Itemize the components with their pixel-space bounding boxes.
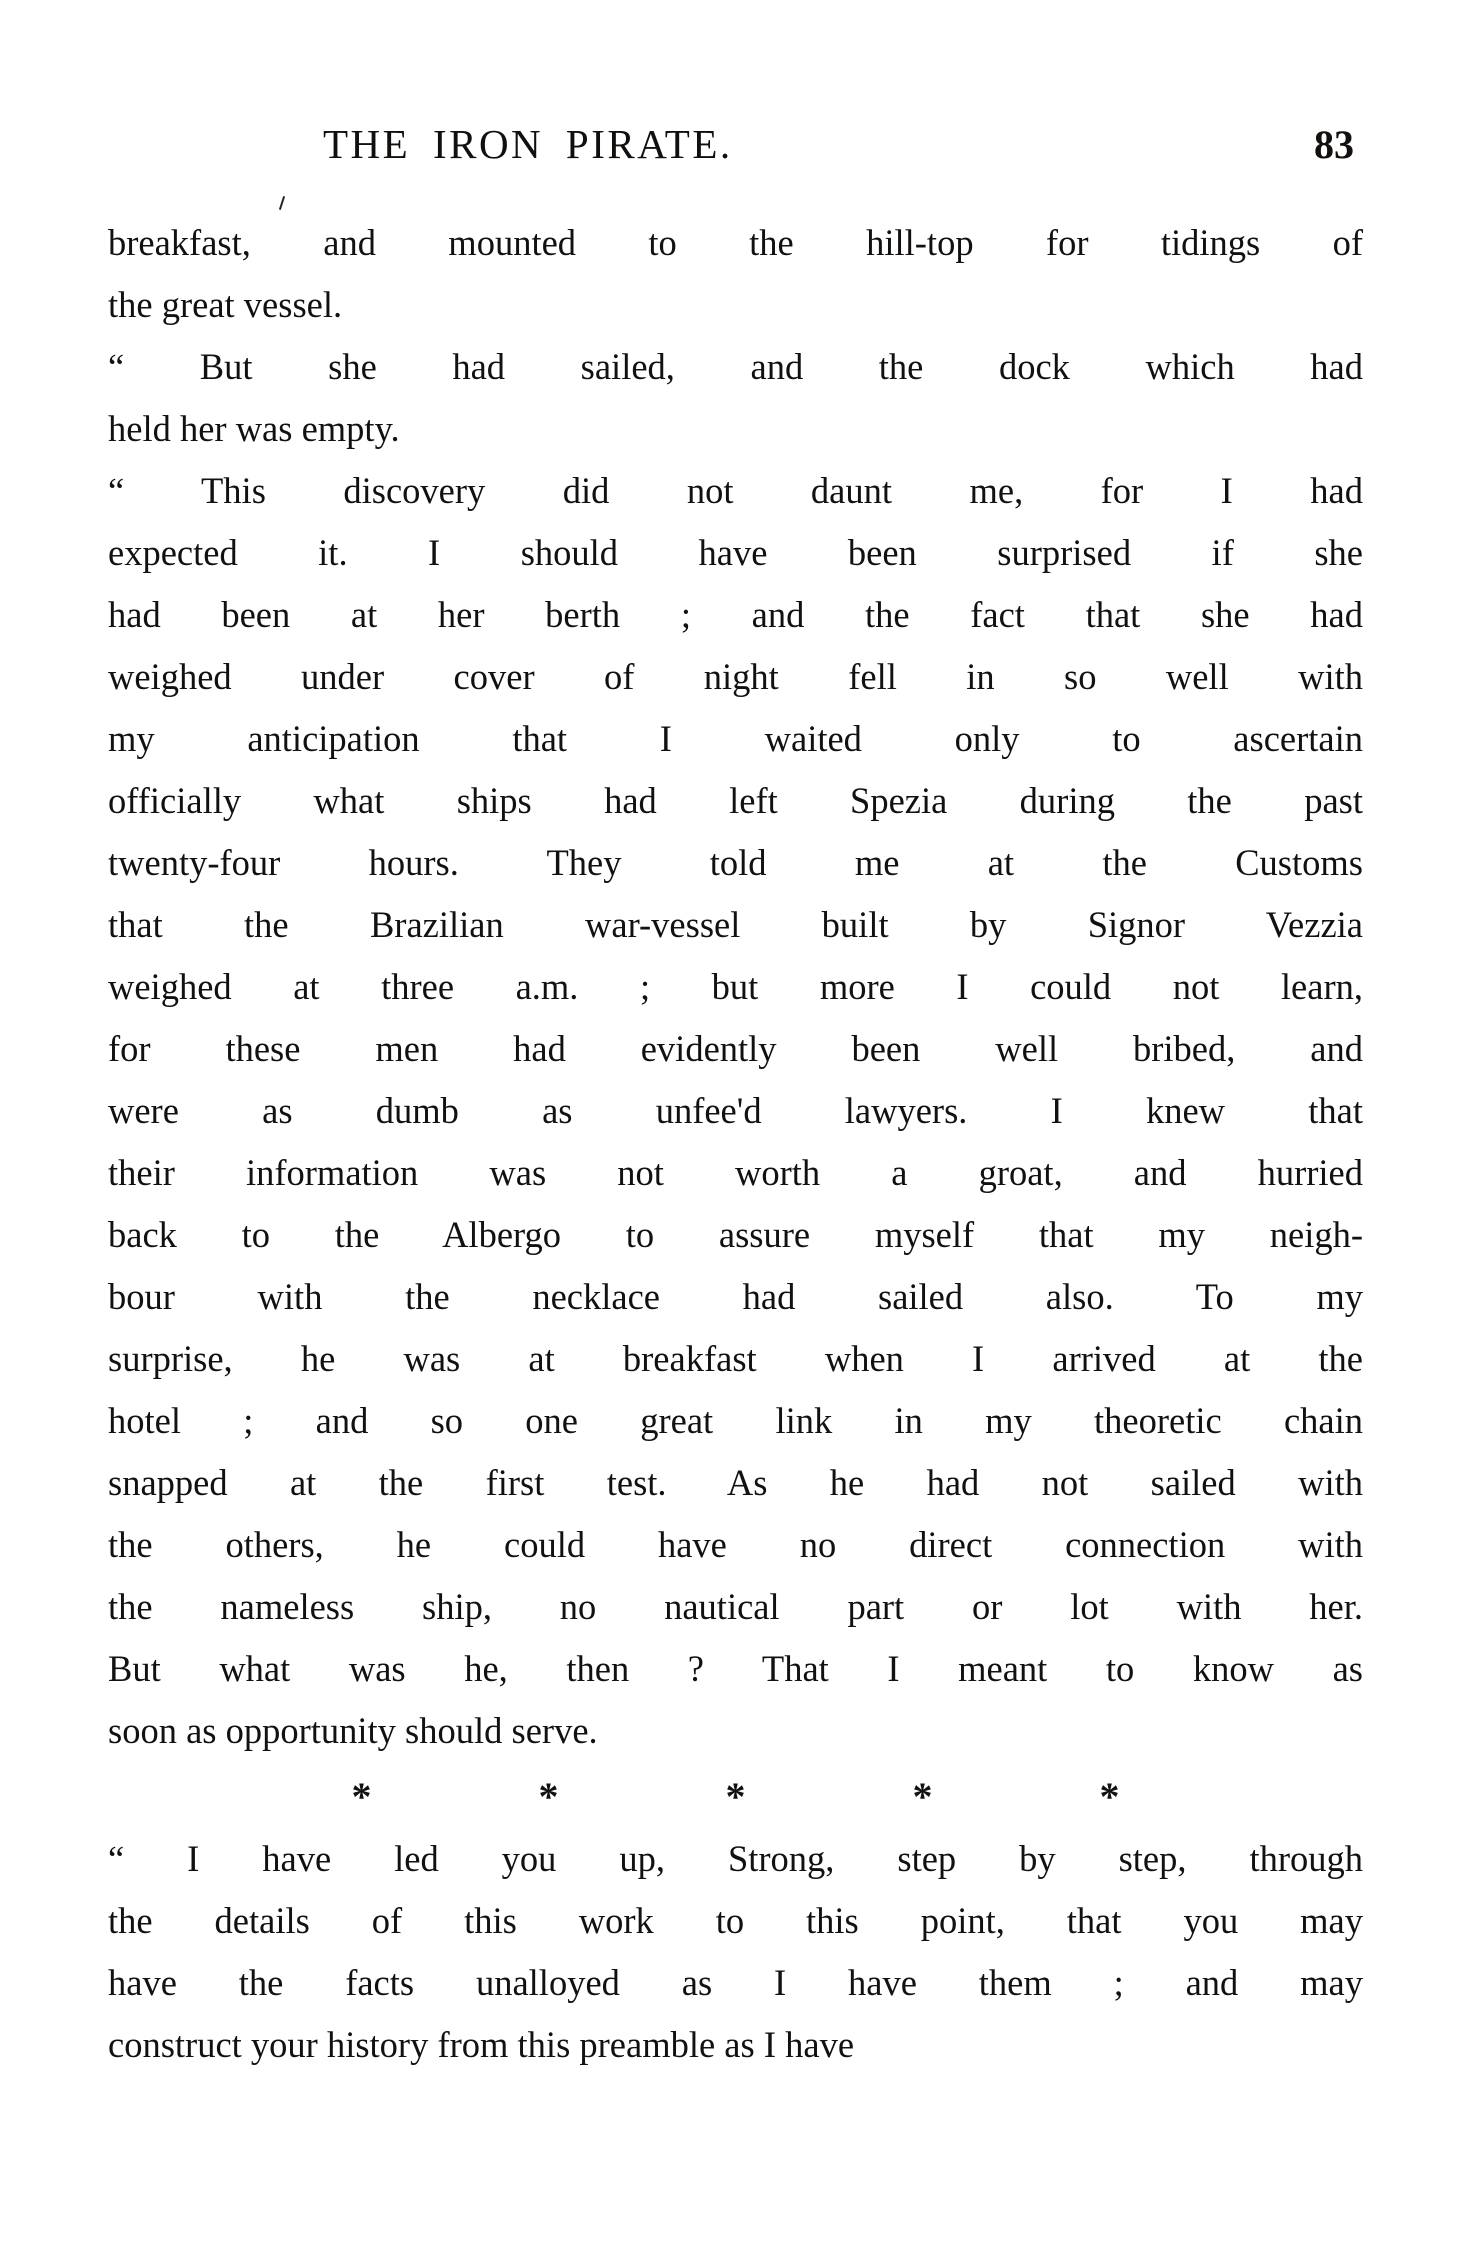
text-line: bour with the necklace had sailed also. To my: [108, 1276, 1363, 1317]
text-line: back to the Albergo to assure myself that my neigh-: [108, 1214, 1363, 1255]
text-line: their information was not worth a groat, and hurried: [108, 1152, 1363, 1193]
text-line: the nameless ship, no nautical part or lot with her.: [108, 1586, 1363, 1627]
text-line: breakfast, and mounted to the hill-top for tidings of: [108, 222, 1363, 263]
text-line: surprise, he was at breakfast when I arrived at the: [108, 1338, 1363, 1379]
text-line: the great vessel.: [108, 284, 343, 325]
text-line: officially what ships had left Spezia during the past: [108, 780, 1363, 821]
page-number: 83: [1314, 122, 1354, 167]
text-line: expected it. I should have been surprised if she: [108, 532, 1363, 573]
running-head: THE IRON PIRATE.: [323, 121, 733, 167]
text-line: had been at her berth ; and the fact that she had: [108, 594, 1363, 635]
paragraph: [108, 460, 1363, 1762]
text-line: the others, he could have no direct connection with: [108, 1524, 1363, 1565]
text-line: “ This discovery did not daunt me, for I had: [108, 470, 1363, 511]
text-line: my anticipation that I waited only to ascertain: [108, 718, 1363, 759]
text-line: twenty-four hours. They told me at the Customs: [108, 842, 1363, 883]
text-line: held her was empty.: [108, 408, 400, 449]
asterisk: *: [1099, 1774, 1120, 1819]
asterisk: *: [725, 1774, 746, 1819]
page-header: [108, 120, 1363, 168]
text-line: But what was he, then ? That I meant to know as: [108, 1648, 1363, 1689]
paragraph: [108, 1828, 1363, 2076]
text-line: snapped at the first test. As he had not sailed with: [108, 1462, 1363, 1503]
text-line: the details of this work to this point, that you may: [108, 1900, 1363, 1941]
text-line: “ I have led you up, Strong, step by step, through: [108, 1838, 1363, 1879]
text-line: hotel ; and so one great link in my theoretic chain: [108, 1400, 1363, 1441]
text-line: “ But she had sailed, and the dock which had: [108, 346, 1363, 387]
text-line: were as dumb as unfee'd lawyers. I knew that: [108, 1090, 1363, 1131]
asterisk: *: [912, 1774, 933, 1819]
asterisk: *: [538, 1774, 559, 1819]
asterisk: *: [351, 1774, 372, 1819]
text-line: soon as opportunity should serve.: [108, 1710, 598, 1751]
text-line: that the Brazilian war-vessel built by Signor Vezzia: [108, 904, 1363, 945]
text-line: have the facts unalloyed as I have them ; and may: [108, 1962, 1363, 2003]
text-line: construct your history from this preamble as I have: [108, 2024, 855, 2065]
text-line: weighed under cover of night fell in so well with: [108, 656, 1363, 697]
paragraph: [108, 212, 1363, 336]
text-line: for these men had evidently been well bribed, and: [108, 1028, 1363, 1069]
section-break-asterisks: [108, 1768, 1363, 1826]
body-text: [108, 212, 1363, 2076]
text-line: weighed at three a.m. ; but more I could not learn,: [108, 966, 1363, 1007]
paragraph: [108, 336, 1363, 460]
page-content: [108, 120, 1363, 2076]
